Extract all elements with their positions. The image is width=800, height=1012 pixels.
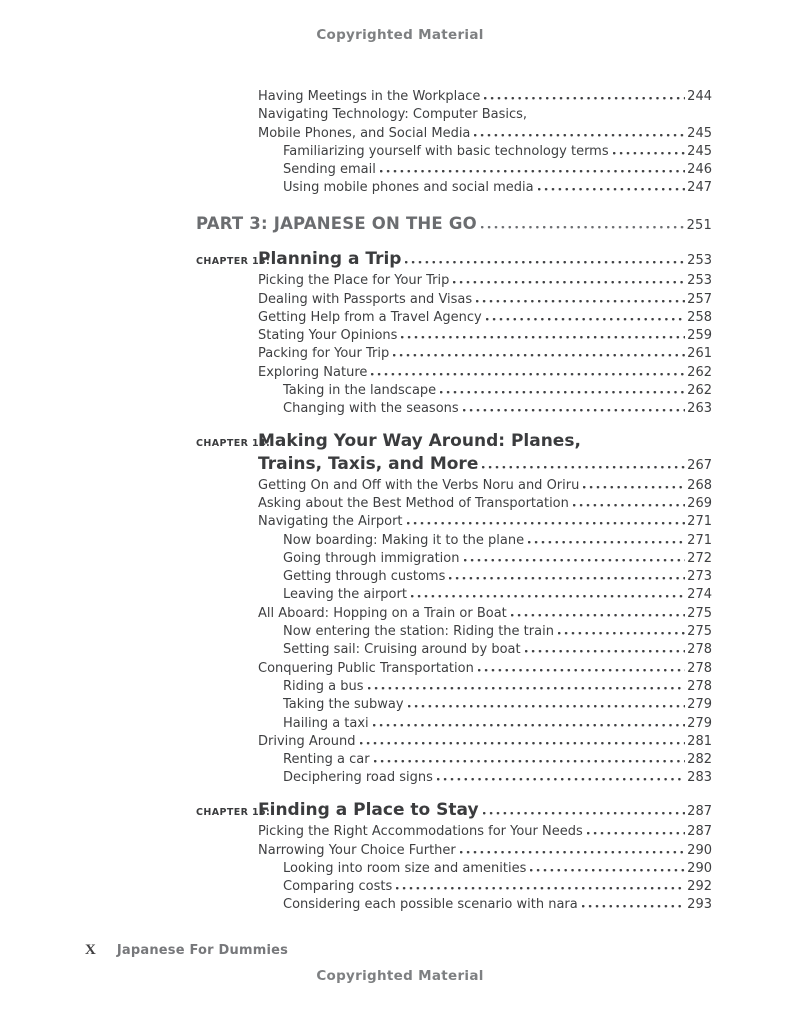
dot-leader	[371, 373, 685, 376]
toc-entry	[196, 291, 712, 309]
toc	[196, 88, 712, 915]
toc-entry	[196, 345, 712, 363]
toc-entry-text: Deciphering road signs	[283, 770, 433, 786]
folio-page-number: X	[85, 942, 96, 958]
toc-entry-text: Getting Help from a Travel Agency	[258, 309, 482, 325]
toc-entry-text: Navigating Technology: Computer Basics,	[258, 107, 528, 123]
dot-leader	[408, 705, 685, 708]
toc-page-number: 281	[687, 733, 712, 749]
toc-page-number: 267	[687, 458, 712, 474]
dot-leader	[440, 391, 685, 394]
toc-entry-text: Picking the Place for Your Trip	[258, 273, 450, 289]
toc-page-number: 258	[687, 309, 712, 325]
dot-leader	[464, 559, 686, 562]
toc-entry-text: Taking the subway	[283, 697, 404, 713]
toc-entry	[196, 586, 712, 604]
toc-entry-text: Riding a bus	[283, 678, 364, 694]
dot-leader	[530, 869, 685, 872]
toc-entry	[196, 106, 712, 124]
toc-entry-text: Sending email	[283, 162, 376, 178]
dot-leader	[396, 887, 685, 890]
toc-chapter-label: CHAPTER 14:	[196, 437, 271, 449]
toc-page-number: 278	[687, 642, 712, 658]
toc-page-number: 262	[687, 383, 712, 399]
toc-entry-text: Dealing with Passports and Visas	[258, 291, 473, 307]
dot-leader	[411, 595, 685, 598]
toc-page-number: 245	[687, 143, 712, 159]
toc-chapter-label: CHAPTER 15:	[196, 806, 271, 818]
toc-page-number: 279	[687, 697, 712, 713]
toc-entry-text: Taking in the landscape	[283, 383, 437, 399]
dot-leader	[587, 832, 685, 835]
dot-leader	[478, 669, 685, 672]
toc-entry-text: Going through immigration	[283, 550, 460, 566]
toc-chapter-heading	[196, 800, 712, 824]
dot-leader	[583, 486, 685, 489]
toc-page-number: 253	[687, 273, 712, 289]
toc-page-number: 262	[687, 364, 712, 380]
copyright-notice-top: Copyrighted Material	[316, 27, 484, 43]
toc-page-number: 268	[687, 477, 712, 493]
book-title: Japanese For Dummies	[116, 943, 289, 958]
toc-entry-text: Comparing costs	[283, 879, 393, 895]
copyright-notice-bottom: Copyrighted Material	[316, 968, 484, 984]
dot-leader	[373, 724, 685, 727]
toc-entry	[196, 823, 712, 841]
toc-part-heading	[196, 213, 712, 237]
dot-leader	[407, 522, 685, 525]
toc-entry-text: Exploring Nature	[258, 364, 368, 380]
dot-leader	[374, 760, 685, 763]
dot-leader	[460, 851, 685, 854]
toc-page-number: 259	[687, 328, 712, 344]
toc-entry	[196, 143, 712, 161]
toc-chapter-heading	[196, 249, 712, 273]
toc-entry	[196, 605, 712, 623]
toc-page-number: 282	[687, 752, 712, 768]
dot-leader	[511, 614, 685, 617]
toc-entry	[196, 272, 712, 290]
toc-entry	[196, 678, 712, 696]
toc-chapter-title: Planning a Trip	[258, 248, 402, 269]
toc-entry	[196, 88, 712, 106]
dot-leader	[582, 905, 685, 908]
toc-page-number: 279	[687, 715, 712, 731]
toc-chapter-label: CHAPTER 13:	[196, 255, 271, 267]
toc-entry-text: Packing for Your Trip	[258, 346, 390, 362]
dot-leader	[476, 300, 685, 303]
toc-page-number: 245	[687, 125, 712, 141]
dot-leader	[573, 504, 685, 507]
dot-leader	[463, 409, 685, 412]
toc-entry-text: Getting through customs	[283, 569, 446, 585]
dot-leader	[401, 336, 685, 339]
toc-entry-text: All Aboard: Hopping on a Train or Boat	[258, 605, 507, 621]
toc-entry-text: Setting sail: Cruising around by boat	[283, 642, 521, 658]
toc-entry-text: Asking about the Best Method of Transportation	[258, 495, 569, 511]
toc-page-number: 278	[687, 678, 712, 694]
toc-entry-text: Stating Your Opinions	[258, 328, 398, 344]
toc-page-number: 272	[687, 550, 712, 566]
dot-leader	[558, 632, 685, 635]
toc-entry	[196, 309, 712, 327]
dot-leader	[483, 812, 685, 815]
toc-entry	[196, 896, 712, 914]
toc-entry-text: Renting a car	[283, 752, 370, 768]
toc-page-number: 290	[687, 842, 712, 858]
toc-entry-text: Now boarding: Making it to the plane	[283, 532, 525, 548]
toc-entry	[196, 125, 712, 143]
toc-chapter-heading	[196, 454, 712, 477]
toc-entry-text: Familiarizing yourself with basic technology terms	[283, 143, 609, 159]
toc-page-number: 246	[687, 162, 712, 178]
toc-entry	[196, 842, 712, 860]
toc-entry	[196, 550, 712, 568]
toc-chapter-title: Finding a Place to Stay	[258, 799, 479, 820]
toc-entry	[196, 495, 712, 513]
toc-entry	[196, 641, 712, 659]
toc-entry	[196, 400, 712, 418]
dot-leader	[380, 170, 685, 173]
dot-leader	[368, 687, 686, 690]
toc-entry-text: Hailing a taxi	[283, 715, 369, 731]
toc-entry-text: Leaving the airport	[283, 587, 407, 603]
toc-page-number: 287	[687, 803, 712, 819]
toc-page-number: 275	[687, 605, 712, 621]
toc-entry	[196, 161, 712, 179]
toc-page-number: 247	[687, 180, 712, 196]
toc-entry-text: Navigating the Airport	[258, 514, 403, 530]
dot-leader	[482, 466, 685, 469]
dot-leader	[360, 742, 685, 745]
toc-entry	[196, 733, 712, 751]
dot-leader	[453, 281, 685, 284]
dot-leader	[449, 577, 685, 580]
toc-page-number: 263	[687, 401, 712, 417]
toc-entry-text: Considering each possible scenario with nara	[283, 897, 578, 913]
dot-leader	[437, 778, 685, 781]
dot-leader	[474, 134, 685, 137]
toc-page-number: 278	[687, 660, 712, 676]
toc-entry-text: Using mobile phones and social media	[283, 180, 534, 196]
toc-entry	[196, 513, 712, 531]
dot-leader	[528, 541, 685, 544]
toc-page-number: 283	[687, 770, 712, 786]
toc-entry-text: Having Meetings in the Workplace	[258, 89, 481, 104]
toc-entry-text: Changing with the seasons	[283, 401, 459, 417]
toc-page-number: 292	[687, 879, 712, 895]
toc-entry-text: Driving Around	[258, 733, 356, 749]
toc-entry	[196, 660, 712, 678]
toc-page-number: 275	[687, 624, 712, 640]
page-footer	[85, 942, 288, 959]
dot-leader	[538, 188, 685, 191]
toc-entry-text: Looking into room size and amenities	[283, 860, 527, 876]
toc-entry	[196, 878, 712, 896]
toc-chapter-title: Trains, Taxis, and More	[258, 454, 479, 475]
toc-entry-text: Mobile Phones, and Social Media	[258, 125, 471, 141]
toc-entry-text: Picking the Right Accommodations for Your Needs	[258, 824, 583, 840]
toc-entry	[196, 696, 712, 714]
toc-page-number: 244	[687, 89, 712, 104]
toc-page-number: 290	[687, 860, 712, 876]
toc-entry	[196, 860, 712, 878]
toc-page-number: 273	[687, 569, 712, 585]
toc-page-number: 287	[687, 824, 712, 840]
dot-leader	[484, 97, 685, 100]
toc-entry-text: Now entering the station: Riding the train	[283, 624, 554, 640]
toc-entry	[196, 364, 712, 382]
toc-page-number: 253	[687, 252, 712, 268]
toc-entry-text: Conquering Public Transportation	[258, 660, 474, 676]
dot-leader	[525, 650, 685, 653]
toc-entry	[196, 623, 712, 641]
toc-chapter-title: Making Your Way Around: Planes,	[258, 430, 581, 451]
toc-entry	[196, 751, 712, 769]
toc-entry	[196, 179, 712, 197]
toc-page-number: 293	[687, 897, 712, 913]
dot-leader	[405, 261, 685, 264]
toc-chapter-heading	[196, 431, 712, 455]
toc-entry	[196, 327, 712, 345]
toc-page-number: 271	[687, 532, 712, 548]
dot-leader	[393, 354, 685, 357]
toc-entry	[196, 477, 712, 495]
toc-page-number: 261	[687, 346, 712, 362]
toc-page-number: 251	[686, 217, 712, 233]
toc-entry	[196, 715, 712, 733]
toc-entry	[196, 769, 712, 787]
toc-entry-text: Narrowing Your Choice Further	[258, 842, 456, 858]
toc-entry-text: Getting On and Off with the Verbs Noru and Oriru	[258, 477, 580, 493]
toc-entry	[196, 532, 712, 550]
toc-page-number: 269	[687, 495, 712, 511]
toc-page-number: 271	[687, 514, 712, 530]
dot-leader	[486, 318, 685, 321]
toc-entry	[196, 382, 712, 400]
toc-entry	[196, 568, 712, 586]
dot-leader	[613, 152, 685, 155]
toc-part-title: PART 3: JAPANESE ON THE GO	[196, 213, 477, 233]
dot-leader	[481, 226, 685, 229]
toc-page-number: 274	[687, 587, 712, 603]
toc-page-number: 257	[687, 291, 712, 307]
